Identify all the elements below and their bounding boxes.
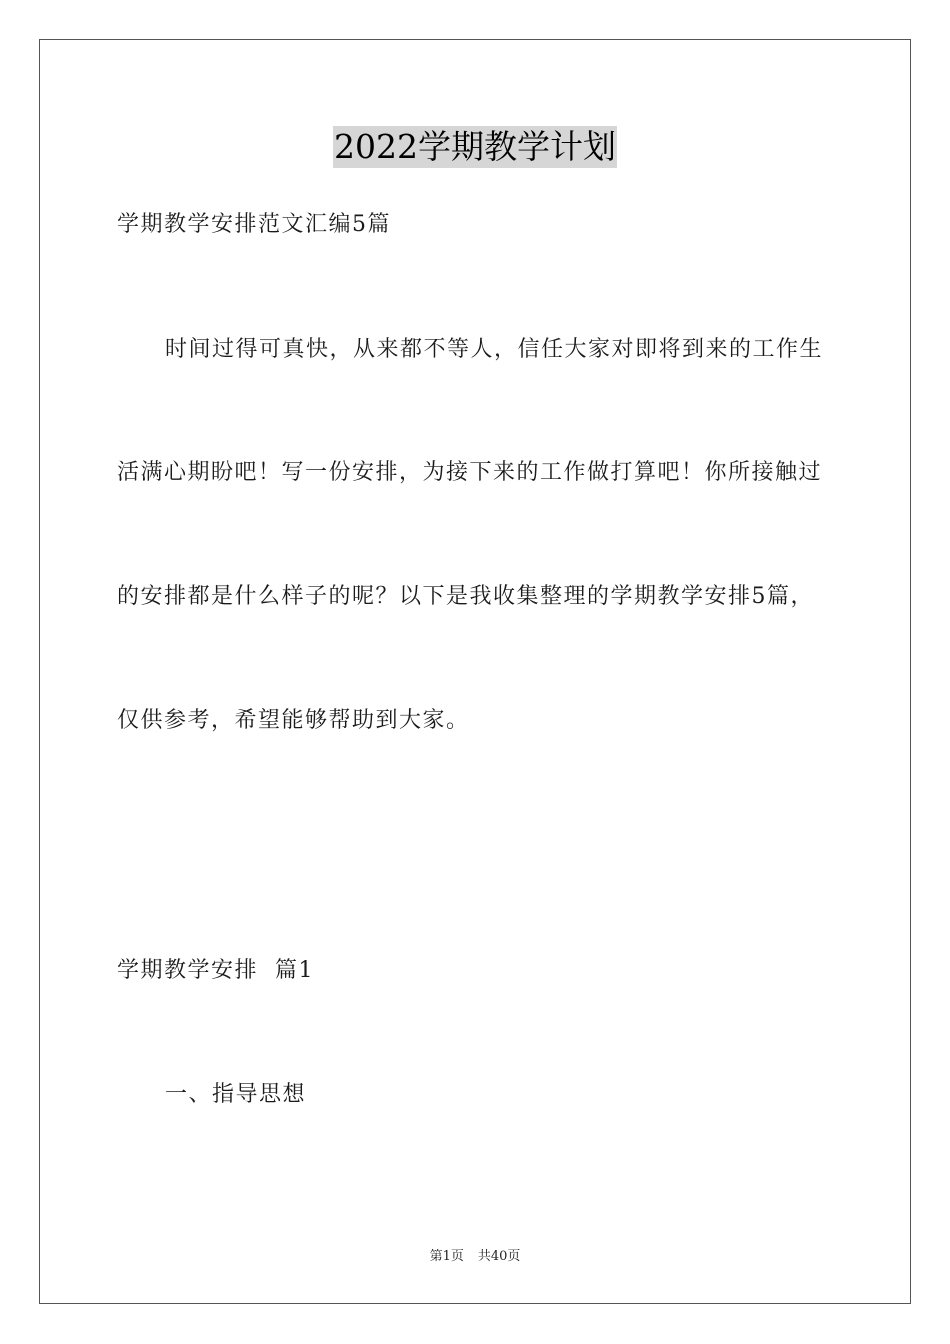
title-container	[0, 126, 950, 168]
subsection-heading: 一、指导思想	[165, 1082, 307, 1107]
document-title: 2022学期教学计划	[334, 127, 616, 166]
section-heading: 学期教学安排 篇1	[117, 958, 314, 983]
document-subtitle: 学期教学安排范文汇编5篇	[117, 212, 391, 237]
intro-paragraph-line-1: 时间过得可真快，从来都不等人，信任大家对即将到来的工作生	[165, 337, 824, 362]
intro-paragraph-line-3: 的安排都是什么样子的呢？以下是我收集整理的学期教学安排5篇，	[117, 584, 814, 609]
page-number-total: 共40页	[477, 1249, 521, 1264]
page-number-current: 第1页	[429, 1249, 464, 1264]
intro-paragraph-line-4: 仅供参考，希望能够帮助到大家。	[117, 708, 470, 733]
intro-paragraph-line-2: 活满心期盼吧！写一份安排，为接下来的工作做打算吧！你所接触过	[117, 460, 823, 485]
page-footer	[0, 1248, 950, 1266]
